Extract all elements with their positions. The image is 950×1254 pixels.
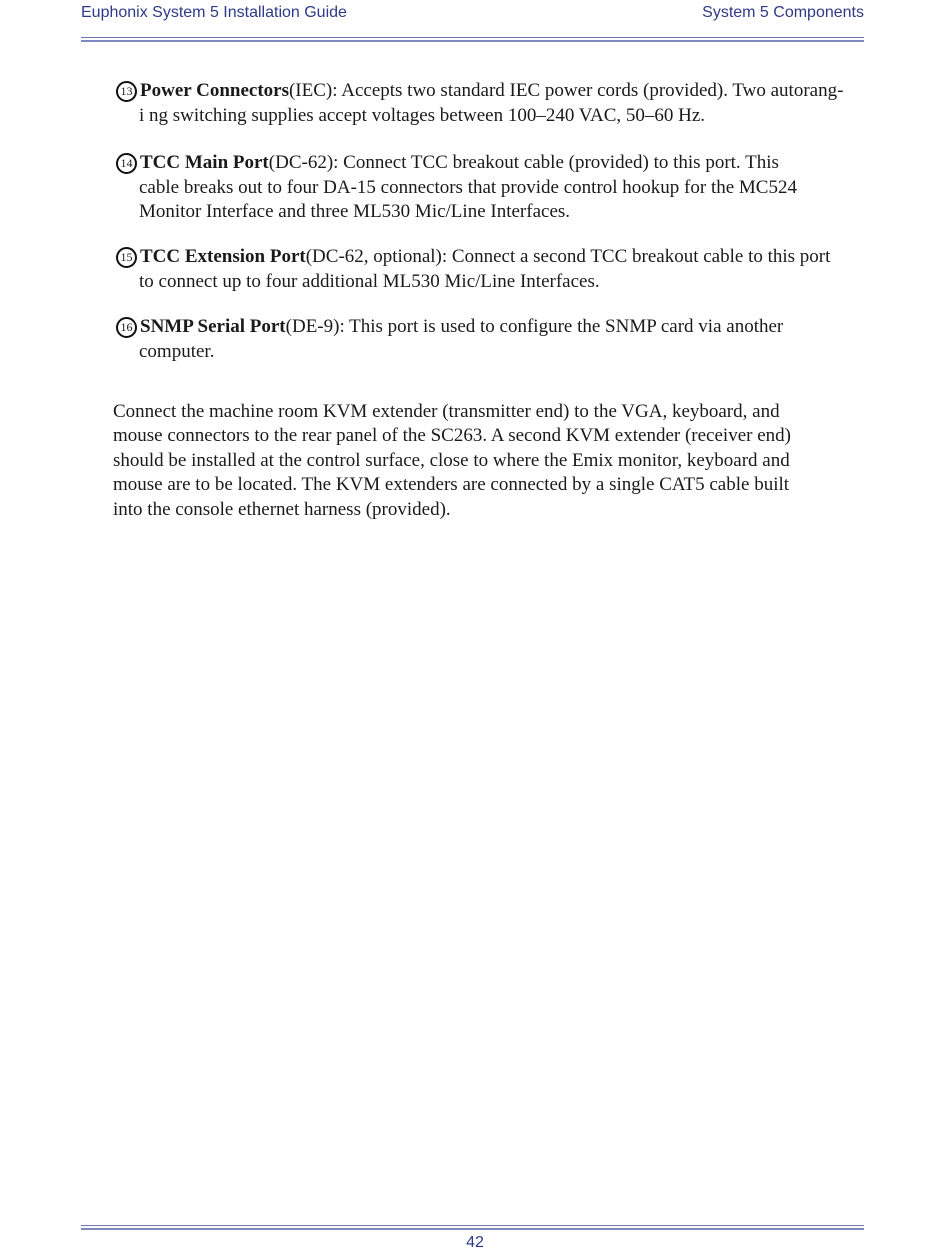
callout-number-badge: 16 (116, 317, 137, 338)
paragraph-line: should be installed at the control surface, close to where the Emix monitor, keyboard and (113, 449, 790, 471)
item-title: SNMP Serial Port (140, 316, 286, 337)
item-continuation: computer. (139, 340, 215, 362)
footer-rule-top (81, 1225, 864, 1226)
page-number: 42 (466, 1234, 484, 1251)
callout-number-badge: 13 (116, 81, 137, 102)
item-text: (IEC): Accepts two standard IEC power cords (provided). Two autorang- (288, 80, 844, 101)
header-rule-top (81, 37, 864, 38)
item-continuation: i ng switching supplies accept voltages between 100–240 VAC, 50–60 Hz. (139, 104, 706, 126)
item-title: TCC Extension Port (140, 246, 306, 267)
item-continuation: Monitor Interface and three ML530 Mic/Line Interfaces. (139, 201, 571, 222)
page-header (81, 4, 864, 26)
component-item-power-connectors (116, 79, 866, 128)
section-title: System 5 Components (702, 4, 864, 21)
item-text: (DC-62): Connect TCC breakout cable (provided) to this port. This (268, 152, 779, 173)
paragraph-line: mouse connectors to the rear panel of the SC263. A second KVM extender (receiver end) (113, 425, 791, 447)
callout-number-badge: 15 (116, 247, 137, 268)
paragraph-line: Connect the machine room KVM extender (transmitter end) to the VGA, keyboard, and (113, 401, 780, 422)
kvm-paragraph (113, 400, 853, 522)
item-text: (DC-62, optional): Connect a second TCC breakout cable to this port (305, 246, 831, 267)
item-continuation: cable breaks out to four DA-15 connectors that provide control hookup for the MC524 (139, 176, 797, 198)
footer-rule-bottom (81, 1228, 864, 1230)
item-title: TCC Main Port (140, 152, 269, 173)
component-item-tcc-main-port (116, 151, 866, 225)
item-title: Power Connectors (140, 80, 289, 101)
paragraph-line: into the console ethernet harness (provided). (113, 498, 451, 520)
paragraph-line: mouse are to be located. The KVM extenders are connected by a single CAT5 cable built (113, 474, 790, 496)
component-item-snmp-serial-port (116, 315, 866, 364)
component-item-tcc-extension-port (116, 245, 866, 294)
header-rule-bottom (81, 40, 864, 42)
item-text: (DE-9): This port is used to configure the SNMP card via another (285, 316, 784, 337)
document-title: Euphonix System 5 Installation Guide (81, 4, 347, 21)
item-continuation: to connect up to four additional ML530 Mic/Line Interfaces. (139, 270, 600, 292)
callout-number-badge: 14 (116, 153, 137, 174)
